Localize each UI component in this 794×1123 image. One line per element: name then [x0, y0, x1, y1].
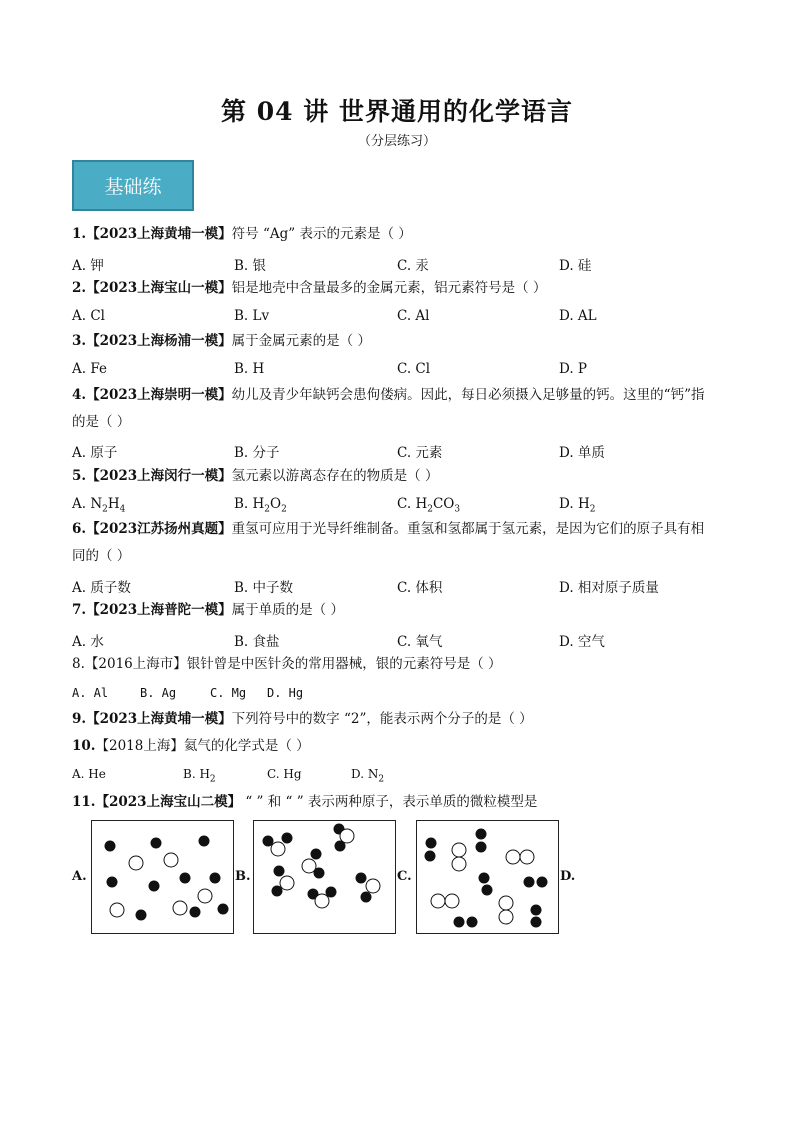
question-2: 2.【2023上海宝山一模】铝是地壳中含量最多的金属元素，铝元素符号是（ ） — [72, 280, 547, 296]
option-d[interactable]: D. 相对原子质量 — [559, 580, 659, 596]
atom-white — [445, 894, 459, 908]
question-5: 5.【2023上海闵行一模】氢元素以游离态存在的物质是（ ） — [72, 468, 439, 484]
option-d[interactable]: D. $N_2$ — [351, 767, 385, 785]
atom-black — [335, 841, 346, 852]
atom-black — [274, 866, 285, 877]
model-box-a[interactable] — [91, 820, 234, 934]
atom-white — [173, 901, 187, 915]
question-6-line2: 同的（ ） — [72, 548, 131, 564]
section-badge: 基础练 — [72, 160, 194, 211]
option-c[interactable]: C. Al — [397, 308, 430, 324]
option-a[interactable]: A. Al — [72, 686, 109, 700]
option-a-label[interactable]: A. — [72, 869, 87, 884]
option-b[interactable]: B. $H_2O_2$ — [234, 496, 287, 515]
options-5 — [72, 496, 732, 516]
option-a[interactable]: A. 钾 — [72, 258, 104, 274]
model-box-b[interactable] — [253, 820, 396, 934]
atom-black — [105, 841, 116, 852]
question-8: 8.【2016上海市】银针曾是中医针灸的常用器械，银的元素符号是（ ） — [72, 656, 502, 672]
particle-model-options — [72, 820, 592, 935]
option-a[interactable]: A. Cl — [72, 308, 105, 324]
atom-black — [467, 917, 478, 928]
atom-white — [431, 894, 445, 908]
atom-white — [315, 894, 329, 908]
atom-white — [110, 903, 124, 917]
option-a[interactable]: A. He — [72, 767, 106, 781]
option-b[interactable]: B. H — [234, 361, 265, 377]
atom-black — [151, 838, 162, 849]
option-c[interactable]: C. 元素 — [397, 445, 443, 461]
options-8 — [72, 686, 732, 706]
option-c[interactable]: C. Mg — [210, 686, 247, 700]
question-10: 10.【2018上海】氦气的化学式是（ ） — [72, 738, 310, 754]
option-c-label[interactable]: C. — [397, 869, 412, 884]
atom-black — [210, 873, 221, 884]
option-d[interactable]: D. P — [559, 361, 588, 377]
question-1: 1.【2023上海黄埔一模】符号 “Ag” 表示的元素是（ ） — [72, 226, 412, 242]
atom-white — [280, 876, 294, 890]
atom-black — [454, 917, 465, 928]
atom-black — [476, 842, 487, 853]
option-c[interactable]: C. 氧气 — [397, 634, 443, 650]
atom-black — [482, 885, 493, 896]
options-10 — [72, 767, 732, 787]
options-1 — [72, 254, 732, 274]
atom-white — [452, 857, 466, 871]
option-a[interactable]: A. Fe — [72, 361, 107, 377]
option-c[interactable]: C. 汞 — [397, 258, 429, 274]
option-b[interactable]: B. 银 — [234, 258, 267, 274]
options-4 — [72, 441, 732, 461]
atom-white — [499, 910, 513, 924]
atom-white — [366, 879, 380, 893]
option-d[interactable]: D. 空气 — [559, 634, 605, 650]
option-c[interactable]: C. Hg — [267, 767, 302, 781]
model-c-diagram — [417, 821, 558, 933]
question-4: 4.【2023上海崇明一模】幼儿及青少年缺钙会患佝偻病。因此，每日必须摄入足够量的钙。这里的“钙”指 — [72, 387, 705, 403]
question-4-line2: 的是（ ） — [72, 414, 131, 430]
atom-black — [149, 881, 160, 892]
option-a[interactable]: A. 原子 — [72, 445, 118, 461]
option-a[interactable]: A. $N_2H_4$ — [72, 496, 126, 515]
atom-black — [136, 910, 147, 921]
question-6: 6.【2023江苏扬州真题】重氢可应用于光导纤维制备。重氢和氢都属于氢元素，是因为它们的原子具有相 — [72, 521, 705, 537]
options-6 — [72, 576, 732, 596]
atom-white — [452, 843, 466, 857]
option-b[interactable]: B. Ag — [140, 686, 177, 700]
model-b-diagram — [254, 821, 395, 933]
atom-black — [326, 887, 337, 898]
atom-black — [282, 833, 293, 844]
question-3: 3.【2023上海杨浦一模】属于金属元素的是（ ） — [72, 333, 371, 349]
option-b[interactable]: B. 中子数 — [234, 580, 294, 596]
options-7 — [72, 630, 732, 650]
atom-black — [531, 905, 542, 916]
option-d[interactable]: D. $H_2$ — [559, 496, 596, 515]
model-a-diagram — [92, 821, 233, 933]
option-d-label[interactable]: D. — [560, 869, 576, 884]
atom-white — [198, 889, 212, 903]
atom-white — [164, 853, 178, 867]
option-b-label[interactable]: B. — [235, 869, 251, 884]
option-d[interactable]: D. 硅 — [559, 258, 592, 274]
question-11: 11.【2023上海宝山二模】 “ ” 和 “ ” 表示两种原子，表示单质的微粒模型是 — [72, 794, 538, 810]
atom-white — [340, 829, 354, 843]
option-b[interactable]: B. $H_2$ — [183, 767, 216, 785]
atom-black — [531, 917, 542, 928]
option-d[interactable]: D. AL — [559, 308, 597, 324]
atom-black — [218, 904, 229, 915]
atom-white — [271, 842, 285, 856]
atom-white — [520, 850, 534, 864]
atom-black — [180, 873, 191, 884]
atom-black — [479, 873, 490, 884]
option-b[interactable]: B. Lv — [234, 308, 270, 324]
option-a[interactable]: A. 质子数 — [72, 580, 131, 596]
option-d[interactable]: D. 单质 — [559, 445, 605, 461]
atom-black — [537, 877, 548, 888]
atom-white — [129, 856, 143, 870]
question-9: 9.【2023上海黄埔一模】下列符号中的数字 “2”，能表示两个分子的是（ ） — [72, 711, 533, 727]
atom-black — [524, 877, 535, 888]
options-3 — [72, 361, 732, 381]
atom-black — [356, 873, 367, 884]
option-c[interactable]: C. Cl — [397, 361, 431, 377]
page-title: 第 04 讲 世界通用的化学语言 — [221, 97, 573, 126]
atom-black — [426, 838, 437, 849]
option-b[interactable]: B. 食盐 — [234, 634, 280, 650]
option-a[interactable]: A. 水 — [72, 634, 104, 650]
options-2 — [72, 308, 732, 328]
atom-white — [499, 896, 513, 910]
option-c[interactable]: C. 体积 — [397, 580, 443, 596]
atom-black — [361, 892, 372, 903]
atom-black — [107, 877, 118, 888]
question-7: 7.【2023上海普陀一模】属于单质的是（ ） — [72, 602, 344, 618]
atom-black — [272, 886, 283, 897]
atom-white — [302, 859, 316, 873]
page-subtitle: （分层练习） — [357, 134, 436, 149]
atom-black — [190, 907, 201, 918]
option-d[interactable]: D. Hg — [267, 686, 304, 700]
atom-black — [311, 849, 322, 860]
model-box-c[interactable] — [416, 820, 559, 934]
option-b[interactable]: B. 分子 — [234, 445, 280, 461]
atom-black — [314, 868, 325, 879]
atom-white — [506, 850, 520, 864]
option-c[interactable]: C. $H_2CO_3$ — [397, 496, 461, 515]
atom-black — [425, 851, 436, 862]
atom-black — [476, 829, 487, 840]
atom-black — [199, 836, 210, 847]
